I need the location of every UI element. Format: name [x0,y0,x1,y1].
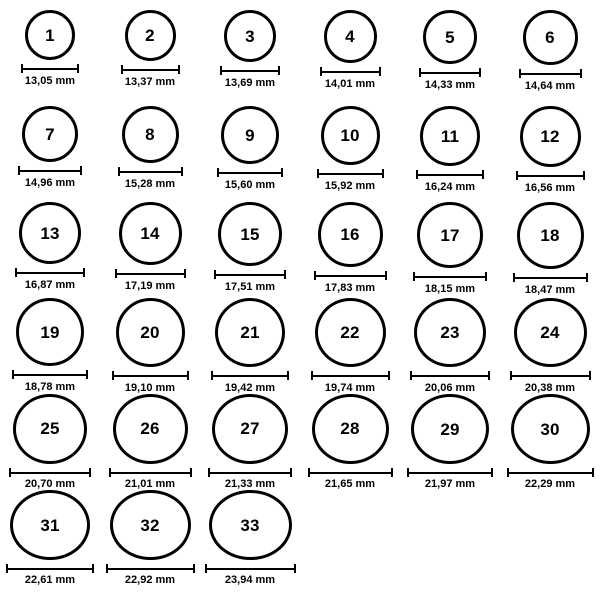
diameter-measure-bar [121,65,180,74]
ring-size-label: 27 [240,419,260,439]
ring-size-label: 14 [140,224,160,243]
measure-tick-right [193,564,195,573]
diameter-measure-bar [208,468,292,476]
diameter-measure-bar [115,269,186,278]
ring-circle [221,106,279,164]
measure-tick-left [9,468,11,477]
diameter-value: 18,15 mm [424,283,476,295]
ring-size-label: 19 [40,322,60,342]
measure-tick-left [106,564,108,573]
measure-tick-right [586,273,588,282]
ring-size-cell [400,106,500,202]
diameter-measure-bar [205,564,296,572]
ring-size-label: 18 [540,226,560,245]
ring-size-cell [500,202,600,298]
diameter-value: 15,28 mm [124,178,176,190]
measure-tick-left [217,168,219,177]
measure-line [308,472,393,474]
ring-size-label: 4 [345,27,355,46]
measure-tick-right [482,170,484,179]
measure-line [220,70,280,72]
ring-circle [414,298,486,367]
diameter-measure-bar [320,67,381,76]
measure-tick-right [379,67,381,76]
measure-tick-left [513,273,515,282]
ring-circle [125,10,176,61]
diameter-measure-bar [214,270,286,279]
measure-tick-left [507,468,509,477]
ring-size-label: 22 [340,323,360,343]
ring-size-cell [300,298,400,394]
measure-line [21,68,79,70]
measure-line [416,174,484,176]
measure-line [106,568,195,570]
ring-size-label: 12 [540,127,560,146]
diameter-measure-bar [18,166,82,175]
diameter-value: 16,24 mm [424,181,476,193]
measure-tick-left [519,69,521,78]
measure-tick-right [391,468,393,477]
ring-circle [25,10,75,60]
ring-size-grid [0,10,600,586]
measure-tick-left [413,272,415,281]
ring-size-label: 21 [240,323,260,343]
measure-tick-right [583,171,585,180]
measure-line [419,72,481,74]
ring-size-label: 16 [340,225,360,244]
measure-tick-right [187,371,189,380]
measure-tick-left [115,269,117,278]
diameter-measure-bar [109,468,192,476]
diameter-value: 19,42 mm [224,382,276,394]
ring-circle [523,10,578,65]
ring-size-label: 25 [40,419,60,439]
measure-line [311,375,390,377]
measure-tick-left [12,370,14,379]
measure-tick-right [89,468,91,477]
measure-tick-left [516,171,518,180]
ring-size-label: 28 [340,419,360,439]
diameter-measure-bar [118,167,183,176]
diameter-measure-bar [407,468,493,476]
measure-line [314,275,387,277]
measure-line [9,472,91,474]
diameter-value: 22,61 mm [24,574,76,586]
measure-line [507,472,594,474]
diameter-measure-bar [112,371,189,380]
measure-tick-right [491,468,493,477]
ring-size-cell [200,394,300,490]
diameter-measure-bar [519,69,582,78]
measure-line [6,568,94,570]
measure-tick-right [83,268,85,277]
ring-size-cell [0,202,100,298]
diameter-measure-bar [513,273,588,282]
measure-tick-right [278,66,280,75]
diameter-value: 17,51 mm [224,281,276,293]
measure-line [510,375,591,377]
ring-size-label: 31 [40,515,60,535]
ring-circle [420,106,480,166]
diameter-value: 19,10 mm [124,382,176,394]
diameter-measure-bar [106,564,195,572]
measure-tick-right [589,371,591,380]
ring-size-cell [300,106,400,202]
measure-tick-right [190,468,192,477]
diameter-value: 20,38 mm [524,382,576,394]
ring-circle [517,202,584,269]
measure-tick-left [308,468,310,477]
ring-circle [520,106,581,167]
measure-tick-right [580,69,582,78]
diameter-value: 14,01 mm [324,78,376,90]
ring-size-label: 11 [440,126,460,146]
ring-circle [13,394,87,464]
measure-tick-right [382,169,384,178]
measure-line [115,273,186,275]
ring-circle [209,490,292,560]
diameter-value: 13,05 mm [24,75,76,87]
measure-line [519,73,582,75]
measure-line [407,472,493,474]
measure-tick-left [407,468,409,477]
ring-circle [324,10,377,63]
measure-tick-right [281,168,283,177]
ring-size-cell [400,10,500,106]
measure-line [109,472,192,474]
measure-tick-right [181,167,183,176]
ring-circle [423,10,477,64]
measure-line [121,69,180,71]
diameter-value: 18,78 mm [24,381,76,393]
ring-circle [116,298,185,367]
ring-size-cell [0,298,100,394]
ring-size-cell [500,394,600,490]
ring-size-cell [400,202,500,298]
measure-tick-left [112,371,114,380]
diameter-value: 22,92 mm [124,574,176,586]
measure-tick-right [92,564,94,573]
diameter-measure-bar [311,371,390,380]
measure-line [18,170,82,172]
ring-circle [224,10,276,62]
ring-circle [119,202,182,265]
measure-line [12,374,88,376]
measure-tick-right [290,468,292,477]
diameter-measure-bar [220,66,280,75]
diameter-measure-bar [21,64,79,73]
diameter-measure-bar [510,371,591,380]
measure-tick-left [311,371,313,380]
ring-circle [315,298,386,367]
ring-size-label: 6 [545,28,555,47]
measure-tick-right [488,371,490,380]
ring-size-cell [200,298,300,394]
diameter-value: 13,69 mm [224,77,276,89]
diameter-measure-bar [317,169,384,178]
diameter-measure-bar [419,68,481,77]
diameter-measure-bar [12,370,88,379]
measure-tick-left [21,64,23,73]
ring-circle [110,490,191,560]
ring-size-cell [200,10,300,106]
measure-tick-left [416,170,418,179]
measure-line [320,71,381,73]
measure-tick-left [118,167,120,176]
measure-line [413,276,487,278]
ring-size-cell [300,394,400,490]
ring-size-cell [100,298,200,394]
ring-circle [417,202,483,268]
ring-size-label: 26 [140,419,160,439]
ring-size-cell [500,106,600,202]
measure-tick-right [592,468,594,477]
ring-circle [19,202,81,264]
diameter-measure-bar [15,268,85,277]
diameter-value: 21,33 mm [224,478,276,490]
ring-size-cell [300,202,400,298]
ring-size-label: 30 [540,419,560,439]
measure-tick-right [86,370,88,379]
measure-tick-right [294,564,296,573]
measure-line [208,472,292,474]
ring-size-label: 15 [240,224,260,244]
ring-size-label: 13 [40,223,60,243]
ring-size-label: 10 [340,126,360,145]
ring-circle [318,202,383,267]
diameter-value: 23,94 mm [224,574,276,586]
ring-size-label: 17 [440,225,460,245]
ring-circle [10,490,90,560]
measure-tick-left [317,169,319,178]
ring-size-label: 23 [440,323,460,343]
measure-line [516,175,585,177]
diameter-value: 18,47 mm [524,284,576,296]
diameter-value: 16,56 mm [524,182,576,194]
ring-size-cell [0,394,100,490]
ring-circle [321,106,380,165]
ring-size-label: 5 [445,27,455,47]
measure-tick-left [6,564,8,573]
diameter-value: 14,33 mm [424,79,476,91]
measure-tick-right [485,272,487,281]
diameter-measure-bar [314,271,387,280]
ring-circle [215,298,285,367]
measure-tick-left [211,371,213,380]
measure-line [211,375,289,377]
measure-tick-right [184,269,186,278]
ring-size-cell [100,10,200,106]
diameter-measure-bar [9,468,91,476]
diameter-value: 13,37 mm [124,76,176,88]
diameter-measure-bar [410,371,490,380]
ring-size-label: 8 [145,125,155,144]
ring-size-cell [400,298,500,394]
measure-tick-right [178,65,180,74]
diameter-measure-bar [211,371,289,380]
diameter-measure-bar [217,168,283,177]
ring-size-cell [500,298,600,394]
ring-size-cell [100,106,200,202]
diameter-value: 15,92 mm [324,180,376,192]
diameter-measure-bar [413,272,487,281]
ring-size-label: 32 [140,515,160,535]
ring-circle [218,202,282,266]
ring-circle [411,394,489,464]
ring-size-label: 24 [540,323,560,343]
measure-tick-left [109,468,111,477]
ring-circle [22,106,78,162]
diameter-measure-bar [416,170,484,179]
ring-size-label: 2 [145,26,155,45]
diameter-value: 21,97 mm [424,478,476,490]
ring-size-label: 33 [240,515,260,535]
ring-size-cell [0,490,100,586]
ring-circle [514,298,587,367]
diameter-measure-bar [6,564,94,572]
measure-line [15,272,85,274]
measure-line [118,171,183,173]
diameter-value: 14,96 mm [24,177,76,189]
ring-circle [16,298,84,366]
measure-tick-left [214,270,216,279]
ring-circle [113,394,188,464]
diameter-value: 21,01 mm [124,478,176,490]
measure-tick-right [385,271,387,280]
diameter-value: 14,64 mm [524,80,576,92]
diameter-value: 20,70 mm [24,478,76,490]
measure-tick-left [18,166,20,175]
ring-size-label: 29 [440,419,460,439]
measure-tick-right [77,64,79,73]
ring-circle [312,394,389,464]
diameter-value: 20,06 mm [424,382,476,394]
measure-line [410,375,490,377]
measure-tick-left [205,564,207,573]
measure-tick-left [314,271,316,280]
measure-line [513,277,588,279]
ring-size-cell [100,490,200,586]
measure-tick-left [208,468,210,477]
measure-tick-right [388,371,390,380]
ring-size-cell [200,490,300,586]
measure-tick-right [284,270,286,279]
diameter-measure-bar [507,468,594,476]
ring-size-cell [100,394,200,490]
ring-size-cell [300,10,400,106]
ring-size-cell [200,202,300,298]
ring-size-cell [0,10,100,106]
measure-line [317,173,384,175]
diameter-value: 16,87 mm [24,279,76,291]
ring-circle [122,106,179,163]
measure-tick-left [15,268,17,277]
measure-tick-left [320,67,322,76]
ring-size-cell [400,394,500,490]
ring-size-cell [500,10,600,106]
measure-tick-right [80,166,82,175]
measure-tick-left [121,65,123,74]
measure-tick-left [410,371,412,380]
ring-size-label: 9 [245,125,255,145]
ring-size-cell [100,202,200,298]
ring-size-label: 20 [140,323,160,342]
diameter-value: 17,19 mm [124,280,176,292]
ring-circle [212,394,288,464]
ring-size-label: 1 [45,25,55,45]
diameter-measure-bar [516,171,585,180]
measure-tick-right [479,68,481,77]
diameter-value: 22,29 mm [524,478,576,490]
ring-size-cell [200,106,300,202]
measure-tick-right [287,371,289,380]
ring-size-cell [0,106,100,202]
diameter-value: 21,65 mm [324,478,376,490]
measure-line [112,375,189,377]
measure-line [214,274,286,276]
measure-line [205,568,296,570]
diameter-value: 17,83 mm [324,282,376,294]
diameter-measure-bar [308,468,393,476]
ring-circle [511,394,590,464]
measure-tick-left [419,68,421,77]
measure-tick-left [510,371,512,380]
ring-size-label: 3 [245,26,255,46]
ring-size-label: 7 [45,124,55,144]
measure-line [217,172,283,174]
diameter-value: 15,60 mm [224,179,276,191]
measure-tick-left [220,66,222,75]
diameter-value: 19,74 mm [324,382,376,394]
